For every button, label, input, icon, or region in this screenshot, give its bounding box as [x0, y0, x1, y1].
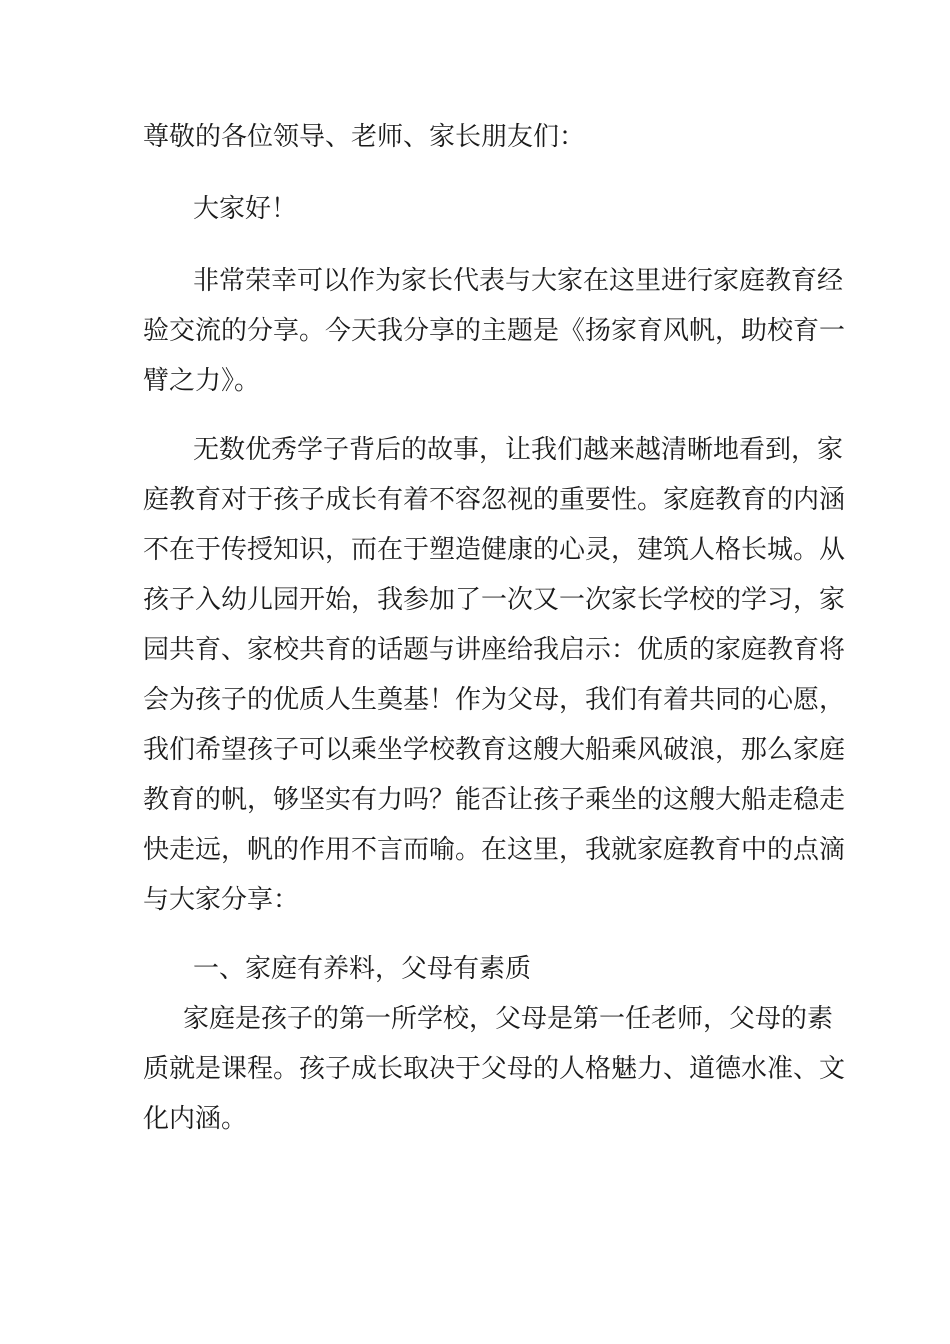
- intro-line-2: 验交流的分享。今天我分享的主题是《扬家育风帆，助校育一: [143, 316, 846, 346]
- body-line-6: 会为孩子的优质人生奠基！作为父母，我们有着共同的心愿，: [143, 685, 846, 715]
- section-text-line-3: 化内涵。: [143, 1104, 248, 1134]
- intro-line-1: 非常荣幸可以作为家长代表与大家在这里进行家庭教育经: [193, 266, 844, 296]
- greeting: 大家好！: [193, 194, 298, 224]
- body-line-5: 园共育、家校共育的话题与讲座给我启示：优质的家庭教育将: [143, 635, 846, 665]
- intro-line-3: 臂之力》。: [143, 366, 261, 396]
- salutation: 尊敬的各位领导、老师、家长朋友们：: [143, 122, 586, 152]
- body-line-1: 无数优秀学子背后的故事，让我们越来越清晰地看到，家: [193, 435, 844, 465]
- body-line-3: 不在于传授知识，而在于塑造健康的心灵，建筑人格长城。从: [143, 535, 846, 565]
- section-text-line-2: 质就是课程。孩子成长取决于父母的人格魅力、道德水准、文: [143, 1054, 846, 1084]
- section-heading: 一、家庭有养料，父母有素质: [193, 954, 532, 984]
- body-line-8: 教育的帆，够坚实有力吗？能否让孩子乘坐的这艘大船走稳走: [143, 785, 846, 815]
- body-line-10: 与大家分享：: [143, 885, 300, 915]
- body-line-2: 庭教育对于孩子成长有着不容忽视的重要性。家庭教育的内涵: [143, 485, 846, 515]
- body-line-9: 快走远，帆的作用不言而喻。在这里，我就家庭教育中的点滴: [143, 835, 846, 865]
- body-line-7: 我们希望孩子可以乘坐学校教育这艘大船乘风破浪，那么家庭: [143, 735, 846, 765]
- section-text-line-1: 家庭是孩子的第一所学校，父母是第一任老师，父母的素: [183, 1004, 834, 1034]
- body-line-4: 孩子入幼儿园开始，我参加了一次又一次家长学校的学习，家: [143, 585, 846, 615]
